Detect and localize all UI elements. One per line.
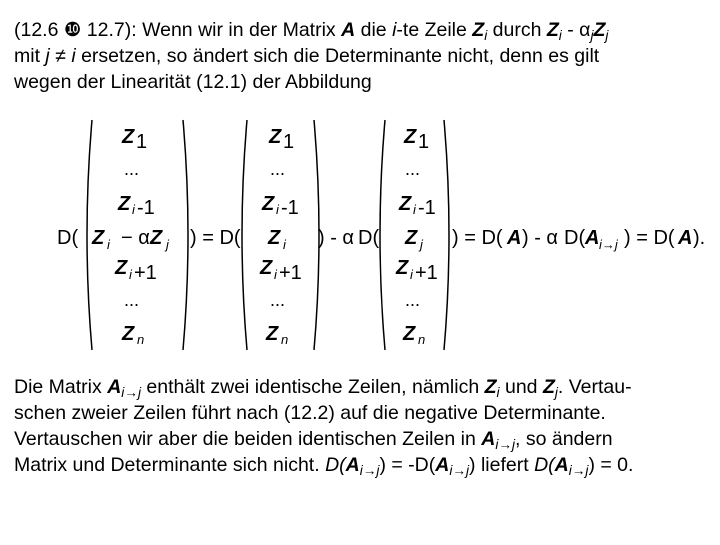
- outro-line-2: schen zweier Zeilen führt nach (12.2) auf die negative Determinante.: [14, 402, 606, 424]
- intro-line-2: mit j ≠ i ersetzen, so ändert sich die Determinante nicht, denn es gilt: [14, 45, 600, 67]
- svg-text:i: i: [107, 237, 110, 252]
- svg-text:Z: Z: [396, 257, 409, 279]
- svg-text:+1: +1: [134, 262, 157, 284]
- left-paren-3: [380, 120, 385, 350]
- svg-text:Z: Z: [115, 257, 128, 279]
- matrix-3: [395, 126, 438, 347]
- right-paren-1: [183, 120, 188, 350]
- svg-text:...: ...: [270, 159, 286, 179]
- svg-text:A: A: [507, 227, 522, 249]
- svg-text:) - α: ) - α: [318, 227, 354, 249]
- svg-text:n: n: [281, 332, 289, 347]
- outro-line-4: Matrix und Determinante sich nicht. $D(A_{i\to j}) = -D(A_{i\to j})$ liefert $D(A_{i\to j}) = 0$.: [14, 454, 634, 478]
- svg-text:Z: Z: [118, 193, 131, 215]
- svg-text:Z: Z: [268, 227, 281, 249]
- svg-text:) = D(: ) = D(: [452, 227, 503, 249]
- svg-text:i: i: [132, 202, 135, 217]
- svg-text:) = D(: ) = D(: [190, 227, 241, 249]
- svg-text:Z: Z: [260, 257, 273, 279]
- svg-text:− α: − α: [121, 227, 150, 249]
- svg-text:) - α: ) - α: [522, 227, 558, 249]
- svg-text:1: 1: [283, 131, 295, 153]
- svg-text:n: n: [418, 332, 426, 347]
- intro-line-3: wegen der Linearität (12.1) der Abbildung: [14, 71, 372, 93]
- svg-text:i: i: [276, 202, 279, 217]
- outro-paragraph: [14, 374, 714, 478]
- svg-text:Z: Z: [262, 193, 275, 215]
- svg-text:D(: D(: [57, 227, 79, 249]
- svg-text:Z: Z: [122, 323, 135, 345]
- svg-text:1: 1: [418, 131, 430, 153]
- svg-text:-1: -1: [281, 197, 299, 219]
- svg-text:Z: Z: [266, 323, 279, 345]
- left-paren-2: [242, 120, 247, 350]
- svg-text:+1: +1: [415, 262, 438, 284]
- svg-text:).: ).: [693, 227, 706, 249]
- svg-text:-1: -1: [418, 197, 436, 219]
- svg-text:A: A: [585, 227, 600, 249]
- right-paren-3: [444, 120, 449, 350]
- svg-text:i: i: [283, 237, 286, 252]
- svg-text:n: n: [137, 332, 145, 347]
- svg-text:j: j: [420, 237, 423, 252]
- svg-text:D(: D(: [564, 227, 586, 249]
- outro-line-1: Die Matrix $A_{i\to j}$ enthält zwei identische Zeilen, nämlich $Z_i$ und $Z_j$. Vertau-: [14, 376, 632, 400]
- bullet-icon: ❿: [63, 19, 82, 41]
- matrix-2: [259, 126, 302, 347]
- svg-text:A: A: [678, 227, 693, 249]
- svg-text:...: ...: [124, 290, 140, 310]
- svg-text:...: ...: [405, 290, 421, 310]
- svg-text:Z: Z: [399, 193, 412, 215]
- svg-text:Z: Z: [403, 323, 416, 345]
- svg-text:Z: Z: [269, 126, 282, 148]
- outro-line-3: Vertauschen wir aber die beiden identischen Zeilen in $A_{i\to j}$, so ändern: [14, 428, 613, 452]
- svg-text:...: ...: [124, 159, 140, 179]
- svg-text:i→j: i→j: [599, 237, 618, 252]
- svg-text:Z: Z: [405, 227, 418, 249]
- svg-text:-1: -1: [137, 197, 155, 219]
- svg-text:i: i: [413, 202, 416, 217]
- svg-text:Z: Z: [122, 126, 135, 148]
- svg-text:i: i: [274, 267, 277, 282]
- svg-text:) = D(: ) = D(: [624, 227, 675, 249]
- matrix-1: [91, 126, 170, 347]
- svg-text:+1: +1: [279, 262, 302, 284]
- svg-text:D(: D(: [358, 227, 380, 249]
- svg-text:Z: Z: [150, 227, 163, 249]
- svg-text:...: ...: [405, 159, 421, 179]
- svg-text:i: i: [410, 267, 413, 282]
- svg-text:j: j: [166, 237, 169, 252]
- svg-text:...: ...: [270, 290, 286, 310]
- svg-text:Z: Z: [92, 227, 105, 249]
- svg-text:1: 1: [136, 131, 148, 153]
- svg-text:i: i: [129, 267, 132, 282]
- intro-line-1: (12.6 ❿ 12.7): Wenn wir in der Matrix A die i-te Zeile $Z_i$ durch $Z_i - \alpha_jZ_j$: [14, 19, 609, 43]
- svg-text:Z: Z: [404, 126, 417, 148]
